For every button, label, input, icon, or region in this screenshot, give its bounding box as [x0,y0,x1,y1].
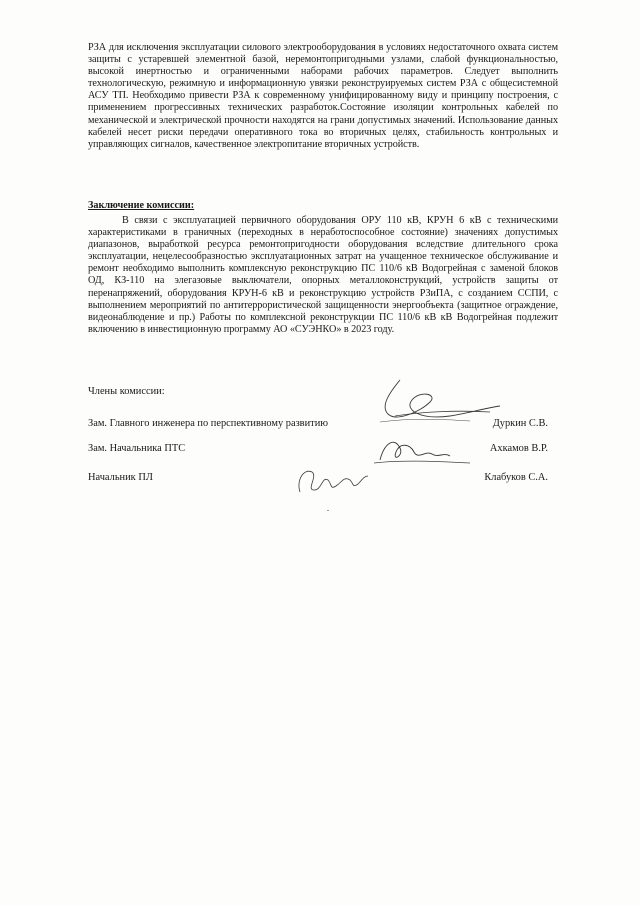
signatory-row [88,418,548,432]
signatory-role: Начальник ПЛ [88,472,153,483]
signatory-role: Зам. Главного инженера по перспективному развитию [88,418,329,429]
signatory-row [88,443,548,457]
members-label: Члены комиссии: [88,386,165,397]
scan-artifact [327,510,329,511]
signatory-row [88,472,548,486]
signatory-role: Зам. Начальника ПТС [88,443,186,454]
conclusion-paragraph: В связи с эксплуатацией первичного оборудования ОРУ 110 кВ, КРУН 6 кВ с техническими характеристиками в граничных (переходных в неработоспособное состояние) значениях допустимых диапазонов, выработкой ресурса ремонтопригодности оборудования вследствие длительного срока эксплуатации, нецелесообразностью эксплуатационных затрат на учащенное техническое обслуживание и ремонт необходимо выполнить комплексную реконструкцию ПС 110/6 кВ Водогрейная с заменой блоков ОД, КЗ-110 на элегазовые выключатели, опорных металлоконструкций, устройств защиты от перенапряжений, оборудования КРУН-6 кВ и реконструкцию устройств РЗиПА, с созданием ССПИ, с выполнением мероприятий по антитеррористической защищенности энергообъекта (защитное ограждение, видеонаблюдение и пр.) Работы по комплексной реконструкции ПС 110/6 кВ кВ Водогрейная подлежит включению в инвестиционную программу АО «СУЭНКО» в 2023 году. [88,215,558,335]
intro-text [88,42,558,151]
signatory-name: Дуркин С.В. [492,418,548,429]
conclusion-text [88,215,558,336]
signatory-name: Клабуков С.А. [484,472,548,483]
intro-paragraph: РЗА для исключения эксплуатации силового электрооборудования в условиях недостаточного охвата систем защиты с устаревшей элементной базой, неремонтопригодными узлами, слабой функциональностью, высокой инертностью и ограниченными наборами рабочих параметров. Следует выполнить технологическую, режимную и информационную увязки реконструируемых систем РЗА с общесистемной АСУ ТП. Необходимо привести РЗА к современному унифицированному виду и принципу построения, с применением прогрессивных технических разработок.Состояние изоляции контрольных кабелей по механической и электрической прочности находятся на грани допустимых значений. Использование данных кабелей несет риски передачи оперативного тока во вторичных целях, стабильность контрольных и управляющих сигналов, качественное электропитание вторичных устройств. [88,42,558,150]
conclusion-heading: Заключение комиссии: [88,200,195,211]
signatory-name: Ахкамов В.Р. [489,443,548,454]
